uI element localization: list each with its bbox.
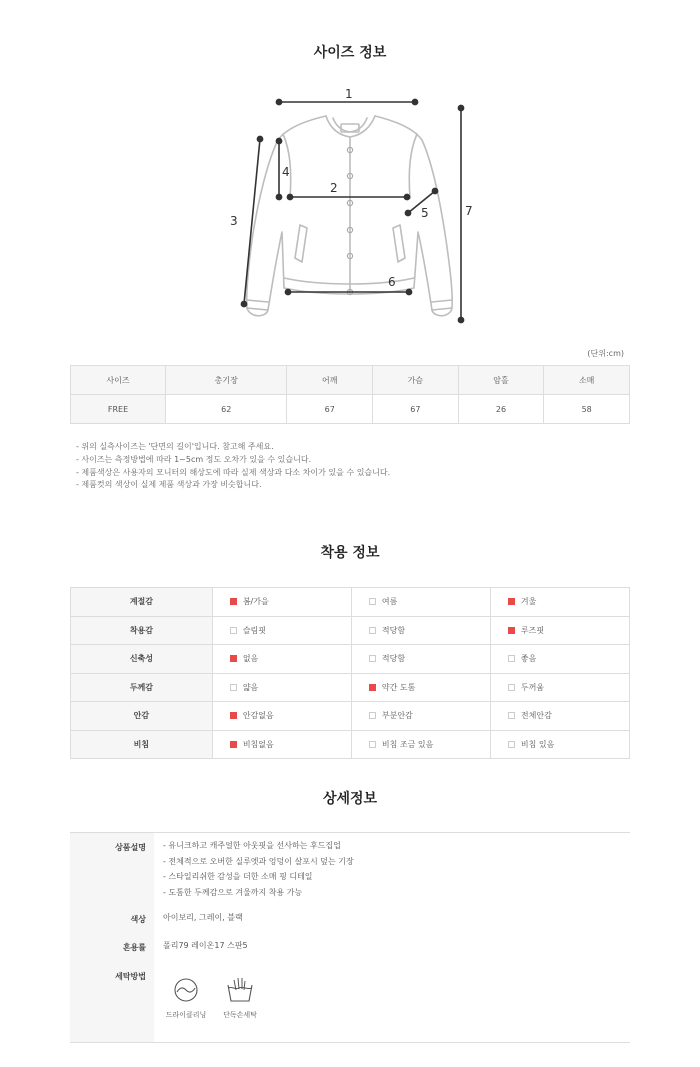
table-cell: 67 (373, 395, 459, 424)
header-cell: 어깨 (287, 366, 373, 395)
unchecked-box-icon (369, 712, 376, 719)
fit-row-label: 착용감 (71, 616, 213, 645)
fit-option-label: 비침없음 (242, 739, 274, 749)
size-notes (76, 441, 390, 492)
jacket-size-diagram (0, 0, 700, 340)
unchecked-box-icon (508, 684, 515, 691)
detail-label-column (70, 833, 154, 1042)
fit-option (351, 673, 490, 702)
table-cell: 62 (166, 395, 287, 424)
note-line: - 사이즈는 측정방법에 따라 1~5cm 정도 오차가 있을 수 있습니다. (76, 454, 312, 464)
fit-option (212, 588, 351, 617)
fit-option-label: 좋음 (520, 654, 537, 664)
fit-row-label: 계절감 (71, 588, 213, 617)
color-value: 아이보리, 그레이, 블랙 (163, 913, 243, 922)
checked-box-icon (230, 712, 237, 719)
header-cell: 가슴 (373, 366, 459, 395)
fit-option-label: 두꺼움 (520, 682, 545, 692)
size-section-title: 사이즈 정보 (313, 45, 387, 61)
checked-box-icon (508, 627, 515, 634)
fit-option-label: 전체안감 (520, 711, 552, 721)
fit-option (212, 616, 351, 645)
fit-option (490, 616, 629, 645)
checked-box-icon (230, 741, 237, 748)
fit-row (71, 702, 630, 731)
size-table-header (71, 366, 630, 395)
fit-option-label: 여름 (381, 597, 398, 607)
fit-row (71, 645, 630, 674)
care-label: 세탁방법 (115, 972, 146, 981)
fit-row-label: 두께감 (71, 673, 213, 702)
material-label: 혼용률 (122, 943, 146, 952)
hand-wash-icon (225, 976, 255, 1004)
fit-option (212, 702, 351, 731)
unchecked-box-icon (508, 712, 515, 719)
detail-top-divider (70, 832, 630, 833)
dim-label-1: 1 (345, 87, 353, 101)
fit-option (490, 730, 629, 759)
header-cell: 소매 (544, 366, 630, 395)
fit-option-label: 루즈핏 (520, 625, 545, 635)
dry-clean-icon (171, 977, 201, 1003)
note-line: - 제품색상은 사용자의 모니터의 해상도에 따라 실제 색상과 다소 차이가 있을 수 있습니다. (76, 467, 391, 477)
checked-box-icon (508, 598, 515, 605)
fit-option (351, 588, 490, 617)
fit-option-label: 없음 (242, 654, 259, 664)
dim-label-4: 4 (282, 165, 290, 179)
note-line: - 제품컷의 색상이 실제 제품 색상과 가장 비슷합니다. (76, 480, 262, 490)
unit-label: (단위:cm) (587, 349, 624, 358)
care-item-label: 단독손세탁 (223, 1011, 257, 1019)
unchecked-box-icon (508, 655, 515, 662)
unchecked-box-icon (369, 627, 376, 634)
fit-option (351, 730, 490, 759)
detail-section-title: 상세정보 (322, 791, 378, 807)
unchecked-box-icon (369, 655, 376, 662)
unchecked-box-icon (369, 598, 376, 605)
fit-row (71, 673, 630, 702)
care-item-label: 드라이클리닝 (165, 1011, 207, 1019)
fit-option (351, 702, 490, 731)
description-line: - 스타일리쉬한 감성을 더한 소매 핑 디테일 (163, 872, 313, 881)
header-cell: 총기장 (166, 366, 287, 395)
unchecked-box-icon (230, 684, 237, 691)
fit-option-label: 겨울 (520, 597, 537, 607)
fit-row (71, 588, 630, 617)
table-cell: FREE (71, 395, 166, 424)
fit-option (351, 616, 490, 645)
fit-table (70, 587, 630, 759)
unchecked-box-icon (230, 627, 237, 634)
fit-option-label: 안감없음 (242, 711, 274, 721)
fit-option (212, 645, 351, 674)
fit-row (71, 616, 630, 645)
table-cell: 67 (287, 395, 373, 424)
fit-option-label: 비침 있음 (520, 739, 555, 749)
fit-option-label: 비침 조금 있음 (381, 739, 434, 749)
description-line: - 도톰한 두께감으로 겨울까지 착용 가능 (163, 887, 303, 897)
fit-option (212, 730, 351, 759)
size-table (70, 365, 630, 424)
header-cell: 사이즈 (71, 366, 166, 395)
note-line: - 위의 실측사이즈는 '단면의 길이'입니다. 참고해 주세요. (76, 442, 274, 451)
material-value: 폴리79 레이온17 스판5 (163, 941, 248, 950)
detail-bottom-divider (70, 1042, 630, 1043)
fit-row-label: 신축성 (71, 645, 213, 674)
fit-option-label: 슬림핏 (242, 625, 267, 635)
description-line: - 유니크하고 캐주얼한 아웃핏을 선사하는 후드집업 (163, 841, 341, 850)
table-row (71, 395, 630, 424)
checked-box-icon (369, 684, 376, 691)
table-cell: 58 (544, 395, 630, 424)
dim-label-6: 6 (388, 275, 396, 289)
fit-option (212, 673, 351, 702)
fit-option-label: 부분안감 (381, 711, 413, 721)
fit-option (490, 645, 629, 674)
description-label: 상품설명 (115, 843, 146, 852)
fit-row-label: 비침 (71, 730, 213, 759)
fit-section-title: 착용 정보 (320, 545, 380, 561)
fit-option (351, 645, 490, 674)
table-cell: 26 (458, 395, 544, 424)
description-text (163, 838, 354, 900)
color-label: 색상 (130, 915, 146, 924)
dim-label-3: 3 (230, 214, 238, 228)
dim-label-2: 2 (330, 181, 338, 195)
checked-box-icon (230, 598, 237, 605)
checked-box-icon (230, 655, 237, 662)
fit-option-label: 약간 도톰 (381, 682, 416, 692)
fit-option-label: 봄/가을 (242, 597, 269, 607)
dim-label-7: 7 (465, 204, 473, 218)
unchecked-box-icon (508, 741, 515, 748)
header-cell: 암홀 (458, 366, 544, 395)
fit-option (490, 588, 629, 617)
unchecked-box-icon (369, 741, 376, 748)
fit-row-label: 안감 (71, 702, 213, 731)
dim-label-5: 5 (421, 206, 429, 220)
fit-option (490, 673, 629, 702)
fit-option-label: 얇음 (242, 682, 259, 692)
fit-option-label: 적당함 (381, 654, 406, 664)
fit-option (490, 702, 629, 731)
fit-option-label: 적당함 (381, 625, 406, 635)
fit-row (71, 730, 630, 759)
description-line: - 전체적으로 오버한 실루엣과 엉덩이 살포시 덮는 기장 (163, 856, 354, 866)
